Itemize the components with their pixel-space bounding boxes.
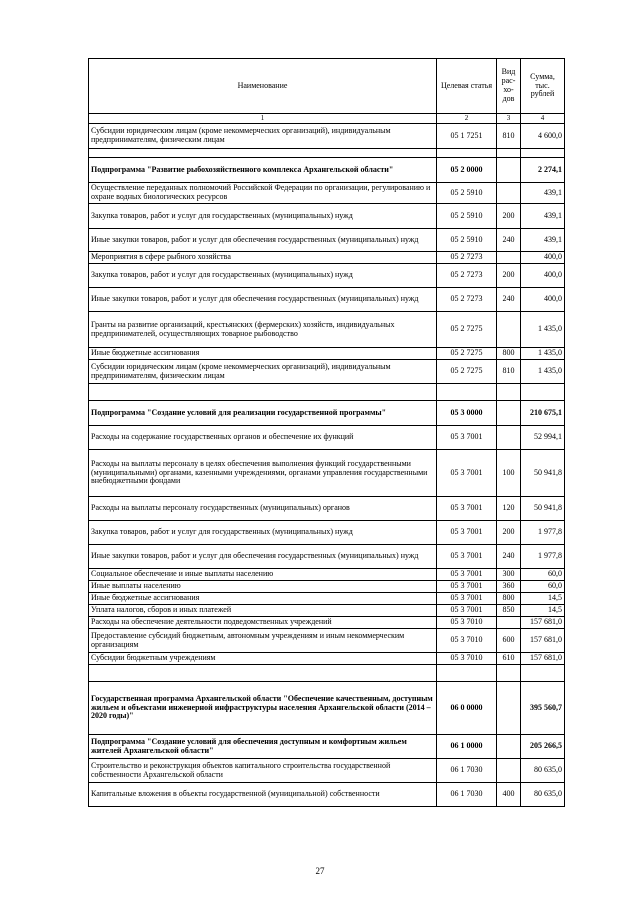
spacer-row [89, 149, 565, 158]
cell-name: Социальное обеспечение и иные выплаты населению [89, 569, 437, 581]
cell-name: Строительство и реконструкция объектов капитального строительства государственной собственности Архангельской области [89, 759, 437, 783]
spacer-cell [89, 384, 437, 401]
cell-code: 05 1 7251 [437, 124, 497, 149]
cell-sum: 395 560,7 [521, 682, 565, 735]
cell-sum: 50 941,8 [521, 450, 565, 497]
cell-code: 05 3 7001 [437, 581, 497, 593]
cell-name: Подпрограмма "Развитие рыбохозяйственного комплекса Архангельской области" [89, 158, 437, 183]
column-index: 2 [437, 114, 497, 124]
table-body [89, 124, 565, 807]
table-header-row [89, 59, 565, 114]
cell-code: 06 0 0000 [437, 682, 497, 735]
spacer-cell [521, 384, 565, 401]
cell-type: 200 [497, 204, 521, 229]
cell-sum: 1 435,0 [521, 348, 565, 360]
cell-name: Расходы на содержание государственных органов и обеспечение их функций [89, 426, 437, 450]
cell-code: 06 1 7030 [437, 783, 497, 807]
cell-code: 05 3 7001 [437, 593, 497, 605]
cell-type [497, 252, 521, 264]
header-sum: Сумма, тыс. рублей [521, 59, 565, 114]
cell-name: Мероприятия в сфере рыбного хозяйства [89, 252, 437, 264]
cell-sum: 4 600,0 [521, 124, 565, 149]
cell-type: 240 [497, 545, 521, 569]
cell-type [497, 401, 521, 426]
cell-code: 05 2 5910 [437, 229, 497, 252]
cell-sum: 157 681,0 [521, 617, 565, 629]
cell-sum: 52 994,1 [521, 426, 565, 450]
cell-type: 600 [497, 629, 521, 653]
spacer-cell [497, 384, 521, 401]
cell-type [497, 682, 521, 735]
cell-name: Гранты на развитие организаций, крестьянских (фермерских) хозяйств, индивидуальных предпринимателей, осуществляющих товарное рыбоводство [89, 312, 437, 348]
table-row [89, 288, 565, 312]
table-row [89, 735, 565, 759]
cell-sum: 2 274,1 [521, 158, 565, 183]
cell-code: 05 3 7001 [437, 545, 497, 569]
cell-sum: 50 941,8 [521, 497, 565, 521]
table-row [89, 312, 565, 348]
table-row [89, 426, 565, 450]
cell-code: 05 2 7275 [437, 348, 497, 360]
cell-sum: 400,0 [521, 252, 565, 264]
column-index: 3 [497, 114, 521, 124]
table-row [89, 593, 565, 605]
cell-type: 810 [497, 124, 521, 149]
table-row [89, 450, 565, 497]
spacer-cell [497, 149, 521, 158]
cell-type [497, 183, 521, 204]
table-row [89, 682, 565, 735]
cell-type [497, 158, 521, 183]
spacer-cell [437, 665, 497, 682]
cell-name: Осуществление переданных полномочий Российской Федерации по организации, регулированию и охране водных биологических ресурсов [89, 183, 437, 204]
cell-type: 200 [497, 521, 521, 545]
spacer-cell [521, 149, 565, 158]
cell-type: 400 [497, 783, 521, 807]
budget-table [88, 58, 565, 807]
column-index: 1 [89, 114, 437, 124]
cell-type [497, 426, 521, 450]
cell-type [497, 312, 521, 348]
cell-sum: 80 635,0 [521, 759, 565, 783]
header-code: Целевая статья [437, 59, 497, 114]
cell-sum: 205 266,5 [521, 735, 565, 759]
cell-name: Закупка товаров, работ и услуг для государственных (муниципальных) нужд [89, 264, 437, 288]
cell-type [497, 617, 521, 629]
column-index-row [89, 114, 565, 124]
cell-type: 120 [497, 497, 521, 521]
table-row [89, 158, 565, 183]
column-index: 4 [521, 114, 565, 124]
cell-name: Расходы на выплаты персоналу государственных (муниципальных) органов [89, 497, 437, 521]
table-row [89, 617, 565, 629]
cell-type [497, 759, 521, 783]
cell-name: Уплата налогов, сборов и иных платежей [89, 605, 437, 617]
cell-name: Субсидии юридическим лицам (кроме некоммерческих организаций), индивидуальным предпринимателям, физическим лицам [89, 360, 437, 384]
cell-sum: 60,0 [521, 581, 565, 593]
table-row [89, 629, 565, 653]
cell-name: Иные выплаты населению [89, 581, 437, 593]
spacer-cell [521, 665, 565, 682]
cell-type: 810 [497, 360, 521, 384]
spacer-cell [437, 149, 497, 158]
spacer-cell [89, 665, 437, 682]
table-row [89, 252, 565, 264]
cell-code: 05 3 0000 [437, 401, 497, 426]
cell-code: 05 2 5910 [437, 183, 497, 204]
cell-code: 06 1 7030 [437, 759, 497, 783]
cell-code: 05 2 5910 [437, 204, 497, 229]
cell-type: 240 [497, 229, 521, 252]
cell-code: 05 2 7275 [437, 312, 497, 348]
spacer-cell [437, 384, 497, 401]
cell-code: 05 3 7001 [437, 497, 497, 521]
cell-sum: 157 681,0 [521, 629, 565, 653]
cell-code: 05 2 7273 [437, 252, 497, 264]
cell-sum: 210 675,1 [521, 401, 565, 426]
cell-name: Иные закупки товаров, работ и услуг для обеспечения государственных (муниципальных) нужд [89, 545, 437, 569]
cell-code: 05 2 7275 [437, 360, 497, 384]
cell-sum: 14,5 [521, 605, 565, 617]
cell-code: 05 2 0000 [437, 158, 497, 183]
table-row [89, 124, 565, 149]
cell-code: 05 2 7273 [437, 288, 497, 312]
cell-type: 200 [497, 264, 521, 288]
cell-code: 05 3 7010 [437, 653, 497, 665]
header-name: Наименование [89, 59, 437, 114]
table-row [89, 204, 565, 229]
table-row [89, 264, 565, 288]
cell-sum: 1 435,0 [521, 360, 565, 384]
cell-type: 300 [497, 569, 521, 581]
table-row [89, 783, 565, 807]
table-row [89, 653, 565, 665]
table-row [89, 401, 565, 426]
cell-sum: 400,0 [521, 288, 565, 312]
table-row [89, 521, 565, 545]
cell-name: Подпрограмма "Создание условий для обеспечения доступным и комфортным жильем жителей Архангельской области" [89, 735, 437, 759]
cell-sum: 439,1 [521, 183, 565, 204]
page-number: 27 [315, 866, 325, 876]
cell-code: 05 3 7001 [437, 450, 497, 497]
cell-sum: 1 977,8 [521, 521, 565, 545]
cell-name: Иные закупки товаров, работ и услуг для обеспечения государственных (муниципальных) нужд [89, 288, 437, 312]
spacer-row [89, 665, 565, 682]
cell-name: Иные бюджетные ассигнования [89, 593, 437, 605]
cell-name: Закупка товаров, работ и услуг для государственных (муниципальных) нужд [89, 521, 437, 545]
spacer-cell [497, 665, 521, 682]
cell-name: Иные бюджетные ассигнования [89, 348, 437, 360]
cell-sum: 1 977,8 [521, 545, 565, 569]
table-row [89, 497, 565, 521]
cell-type [497, 735, 521, 759]
cell-name: Иные закупки товаров, работ и услуг для обеспечения государственных (муниципальных) нужд [89, 229, 437, 252]
cell-code: 05 3 7001 [437, 521, 497, 545]
cell-type: 610 [497, 653, 521, 665]
cell-code: 05 3 7001 [437, 426, 497, 450]
table-row [89, 348, 565, 360]
cell-name: Субсидии юридическим лицам (кроме некоммерческих организаций), индивидуальным предпринимателям, физическим лицам [89, 124, 437, 149]
cell-name: Субсидии бюджетным учреждениям [89, 653, 437, 665]
cell-sum: 439,1 [521, 229, 565, 252]
table-row [89, 605, 565, 617]
cell-name: Подпрограмма "Создание условий для реализации государственной программы" [89, 401, 437, 426]
table-row [89, 569, 565, 581]
cell-sum: 14,5 [521, 593, 565, 605]
cell-code: 06 1 0000 [437, 735, 497, 759]
cell-sum: 400,0 [521, 264, 565, 288]
cell-sum: 1 435,0 [521, 312, 565, 348]
cell-type: 850 [497, 605, 521, 617]
cell-sum: 439,1 [521, 204, 565, 229]
table-row [89, 360, 565, 384]
table-row [89, 759, 565, 783]
cell-code: 05 3 7010 [437, 629, 497, 653]
header-type: Вид рас- хо- дов [497, 59, 521, 114]
cell-name: Предоставление субсидий бюджетным, автономным учреждениям и иным некоммерческим организациям [89, 629, 437, 653]
spacer-cell [89, 149, 437, 158]
cell-type: 800 [497, 593, 521, 605]
cell-type: 100 [497, 450, 521, 497]
cell-sum: 60,0 [521, 569, 565, 581]
cell-code: 05 2 7273 [437, 264, 497, 288]
cell-name: Расходы на выплаты персоналу в целях обеспечения выполнения функций государственными (муниципальными) органами, казенными учреждениями, органами управления государственными внебюджетными фондами [89, 450, 437, 497]
cell-type: 800 [497, 348, 521, 360]
cell-name: Закупка товаров, работ и услуг для государственных (муниципальных) нужд [89, 204, 437, 229]
cell-name: Расходы на обеспечение деятельности подведомственных учреждений [89, 617, 437, 629]
cell-sum: 80 635,0 [521, 783, 565, 807]
cell-name: Капитальные вложения в объекты государственной (муниципальной) собственности [89, 783, 437, 807]
table-row [89, 581, 565, 593]
table-row [89, 545, 565, 569]
cell-sum: 157 681,0 [521, 653, 565, 665]
table-row [89, 183, 565, 204]
spacer-row [89, 384, 565, 401]
table-row [89, 229, 565, 252]
cell-type: 240 [497, 288, 521, 312]
cell-code: 05 3 7001 [437, 569, 497, 581]
cell-name: Государственная программа Архангельской области "Обеспечение качественным, доступным жильем и объектами инженерной инфраструктуры населения Архангельской области (2014 – 2020 годы)" [89, 682, 437, 735]
cell-code: 05 3 7001 [437, 605, 497, 617]
cell-code: 05 3 7010 [437, 617, 497, 629]
cell-type: 360 [497, 581, 521, 593]
